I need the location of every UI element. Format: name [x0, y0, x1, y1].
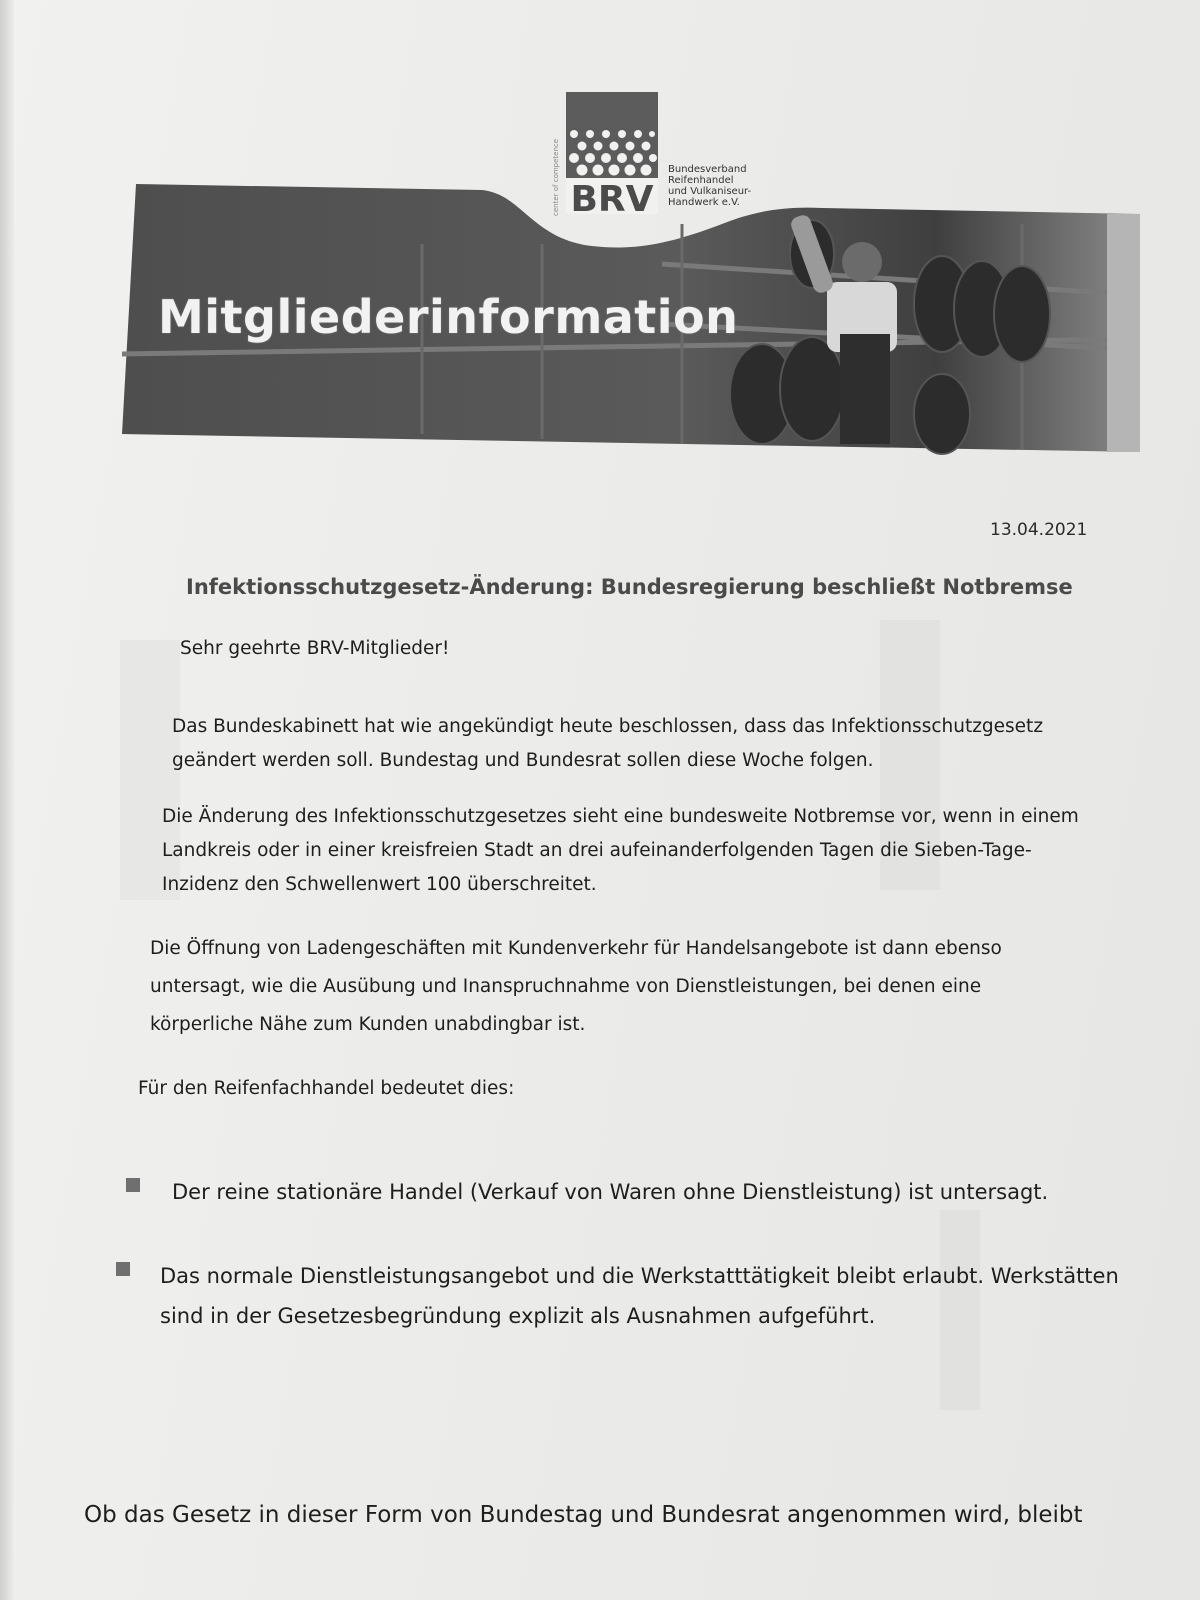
paragraph-line: Inzidenz den Schwellenwert 100 überschreitet. — [162, 874, 597, 895]
paragraph-line: Die Öffnung von Ladengeschäften mit Kundenverkehr für Handelsangebote ist dann ebenso — [150, 938, 1002, 959]
list-intro: Für den Reifenfachhandel bedeutet dies: — [138, 1078, 515, 1099]
bullet-square-icon — [116, 1262, 130, 1276]
logo-brand-text: BRV — [570, 179, 654, 214]
list-item-line: Das normale Dienstleistungsangebot und die Werkstatttätigkeit bleibt erlaubt. Werkstätten — [160, 1264, 1119, 1288]
logo-line: und Vulkaniseur- — [668, 186, 752, 197]
paragraph-line: untersagt, wie die Ausübung und Inanspruchnahme von Dienstleistungen, bei denen eine — [150, 976, 982, 997]
paragraph-line: Die Änderung des Infektionsschutzgesetzes sieht eine bundesweite Notbremse vor, wenn in einem — [162, 806, 1079, 827]
document-date: 13.04.2021 — [990, 520, 1088, 540]
paragraph-line: Landkreis oder in einer kreisfreien Stadt an drei aufeinanderfolgenden Tagen die Sieben-Tage- — [162, 840, 1032, 861]
paragraph-line: geändert werden soll. Bundestag und Bundesrat sollen diese Woche folgen. — [172, 750, 874, 771]
document-heading: Infektionsschutzgesetz-Änderung: Bundesregierung beschließt Notbremse — [186, 575, 1073, 599]
paragraph-line: körperliche Nähe zum Kunden unabdingbar ist. — [150, 1014, 586, 1035]
logo-line: Bundesverband — [668, 164, 747, 175]
logo-line: Handwerk e.V. — [668, 197, 740, 208]
banner-title: Mitgliederinformation — [158, 290, 739, 344]
closing-sentence: Ob das Gesetz in dieser Form von Bundestag und Bundesrat angenommen wird, bleibt — [84, 1502, 1083, 1528]
salutation: Sehr geehrte BRV-Mitglieder! — [180, 638, 450, 659]
bullet-square-icon — [126, 1178, 140, 1192]
paragraph-line: Das Bundeskabinett hat wie angekündigt heute beschlossen, dass das Infektionsschutzgesetz — [172, 716, 1044, 737]
list-item — [160, 1256, 1119, 1336]
logo-side-text: center of competence — [552, 138, 560, 216]
list-item-line: Der reine stationäre Handel (Verkauf von Waren ohne Dienstleistung) ist untersagt. — [172, 1180, 1049, 1204]
paragraph — [162, 800, 1079, 902]
logo-line: Reifenhandel — [668, 175, 734, 186]
paper-edge — [0, 0, 14, 1600]
list-item — [172, 1172, 1048, 1212]
paragraph — [172, 710, 1043, 778]
list-item-line: sind in der Gesetzesbegründung explizit als Ausnahmen aufgeführt. — [160, 1304, 876, 1328]
paragraph — [150, 930, 1002, 1044]
